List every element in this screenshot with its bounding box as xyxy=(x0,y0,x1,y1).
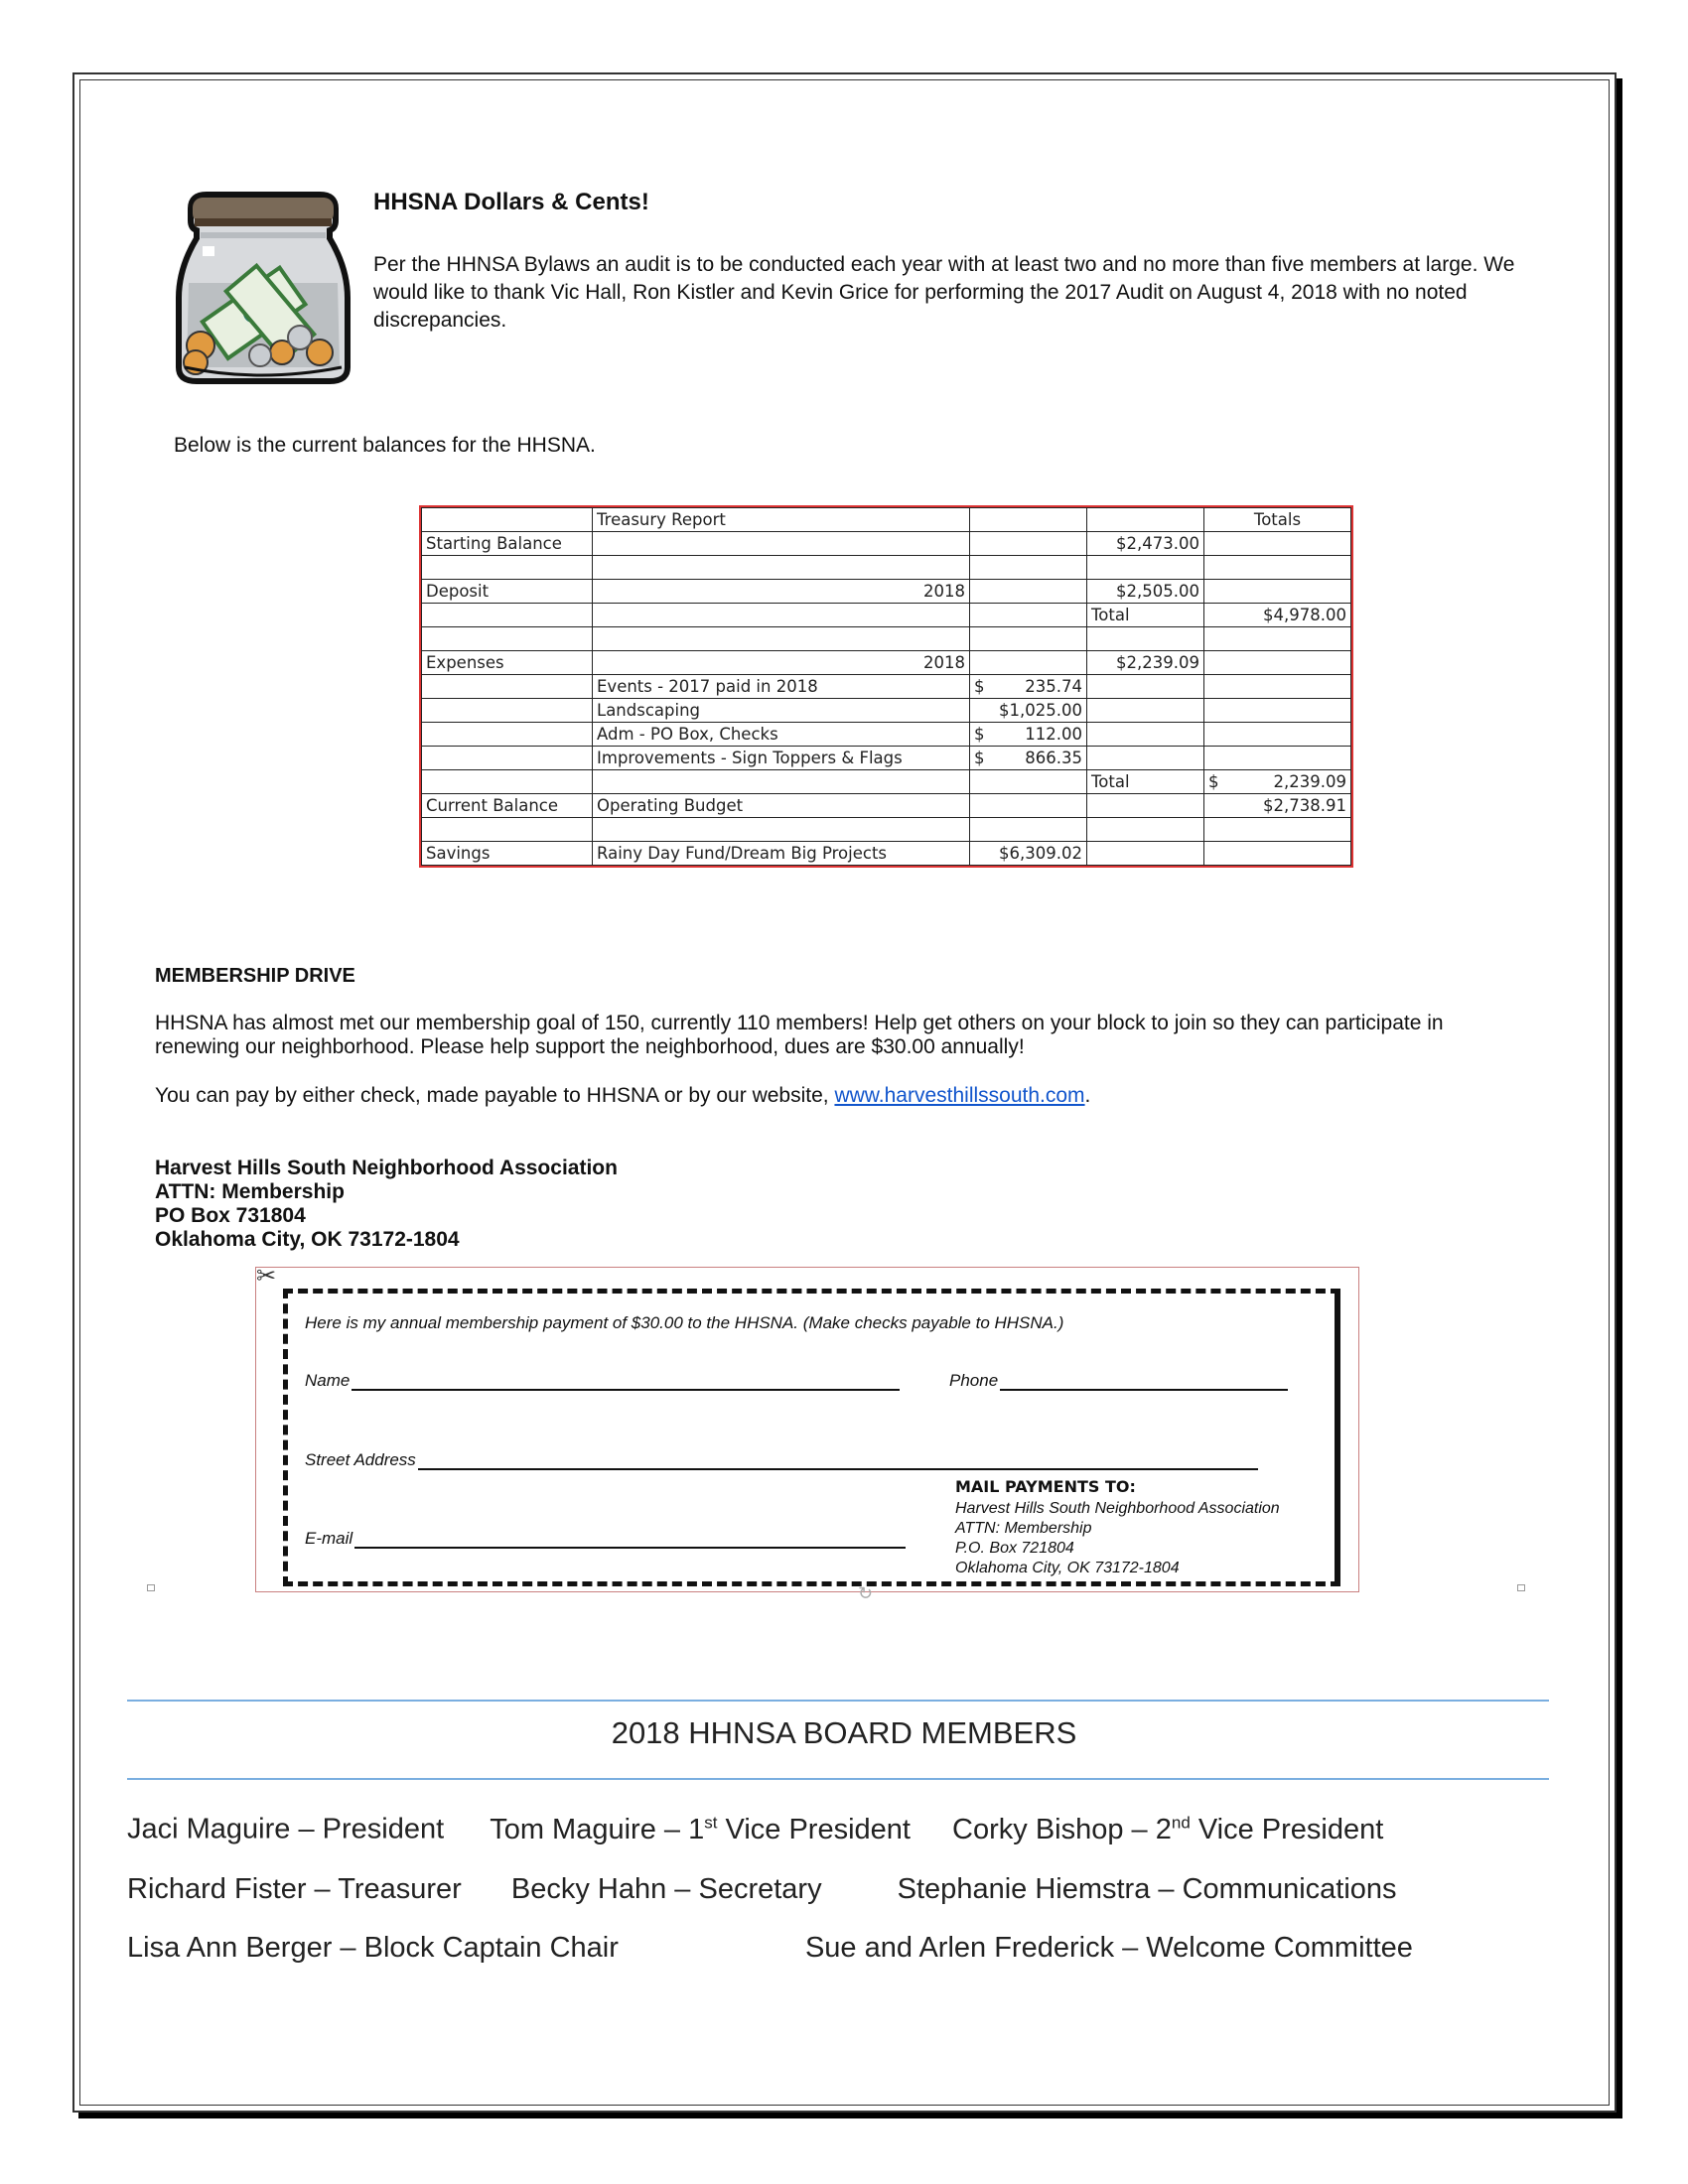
table-cell: Operating Budget xyxy=(593,794,970,818)
table-cell: Starting Balance xyxy=(422,532,593,556)
street-address-label: Street Address xyxy=(305,1450,416,1469)
section-title: HHSNA Dollars & Cents! xyxy=(373,189,649,215)
table-row xyxy=(422,627,1351,651)
board-member: Sue and Arlen Frederick – Welcome Committee xyxy=(804,1932,1413,1964)
name-field[interactable] xyxy=(305,1371,900,1391)
table-cell xyxy=(1204,699,1351,723)
table-cell xyxy=(1087,794,1204,818)
table-cell: Adm - PO Box, Checks xyxy=(593,723,970,747)
table-cell xyxy=(593,532,970,556)
table-cell xyxy=(1204,842,1351,866)
table-cell xyxy=(970,627,1087,651)
table-cell xyxy=(1087,699,1204,723)
table-cell: Totals xyxy=(1204,508,1351,532)
board-row xyxy=(127,1813,1383,1846)
table-cell xyxy=(1087,675,1204,699)
address-line: ATTN: Membership xyxy=(155,1180,345,1203)
table-cell: 2018 xyxy=(593,580,970,604)
payment-suffix: . xyxy=(1084,1084,1091,1107)
mail-line: Harvest Hills South Neighborhood Association xyxy=(955,1500,1280,1517)
money-jar-icon xyxy=(171,189,354,385)
board-member: Stephanie Hiemstra – Communications xyxy=(897,1873,1397,1905)
address-line: Oklahoma City, OK 73172-1804 xyxy=(155,1228,460,1251)
table-cell xyxy=(1087,818,1204,842)
table-cell xyxy=(970,770,1087,794)
table-cell: Total xyxy=(1087,604,1204,627)
table-cell xyxy=(1204,747,1351,770)
divider-line xyxy=(127,1700,1549,1702)
coupon-dashed-frame xyxy=(283,1289,1340,1603)
mail-line: Oklahoma City, OK 73172-1804 xyxy=(955,1560,1180,1576)
street-address-input-line[interactable] xyxy=(418,1450,1258,1470)
table-cell: Deposit xyxy=(422,580,593,604)
table-row xyxy=(422,508,1351,532)
table-row xyxy=(422,747,1351,770)
member-name: Corky Bishop – 2 xyxy=(952,1813,1172,1845)
audit-paragraph: Per the HHNSA Bylaws an audit is to be conducted each year with at least two and no more than five members at large. We would like to thank Vic Hall, Ron Kistler and Kevin Grice for performing the 2017 Audit on August 4, 2018 with no noted discrepancies. xyxy=(373,253,1515,332)
membership-heading: MEMBERSHIP DRIVE xyxy=(155,965,355,987)
resize-handle[interactable] xyxy=(147,1584,155,1591)
table-row xyxy=(422,794,1351,818)
table-cell: $ 112.00 xyxy=(970,723,1087,747)
table-cell xyxy=(970,604,1087,627)
table-cell xyxy=(1087,842,1204,866)
name-label: Name xyxy=(305,1371,351,1390)
address-line: Harvest Hills South Neighborhood Association xyxy=(155,1157,618,1179)
table-cell: Savings xyxy=(422,842,593,866)
table-cell: Rainy Day Fund/Dream Big Projects xyxy=(593,842,970,866)
table-cell xyxy=(1087,556,1204,580)
email-input-line[interactable] xyxy=(354,1529,906,1549)
table-cell: $1,025.00 xyxy=(970,699,1087,723)
table-cell xyxy=(422,747,593,770)
table-cell xyxy=(422,627,593,651)
table-cell: Expenses xyxy=(422,651,593,675)
mail-payments-heading: MAIL PAYMENTS TO: xyxy=(955,1477,1136,1496)
table-row xyxy=(422,580,1351,604)
payment-paragraph xyxy=(155,1084,1090,1108)
table-cell: $2,473.00 xyxy=(1087,532,1204,556)
table-cell xyxy=(1204,580,1351,604)
board-member: Lisa Ann Berger – Block Captain Chair xyxy=(127,1932,619,1964)
member-role: Vice President xyxy=(717,1813,911,1845)
email-field[interactable] xyxy=(305,1529,906,1549)
board-member: Jaci Maguire – President xyxy=(127,1813,445,1845)
treasury-report-table xyxy=(419,505,1353,868)
table-row xyxy=(422,723,1351,747)
phone-input-line[interactable] xyxy=(1000,1371,1288,1391)
table-cell: $2,738.91 xyxy=(1204,794,1351,818)
resize-handle[interactable] xyxy=(1517,1584,1525,1591)
table-row xyxy=(422,770,1351,794)
scissors-icon: ✂ xyxy=(256,1263,277,1290)
table-cell: Treasury Report xyxy=(593,508,970,532)
table-cell xyxy=(970,818,1087,842)
payment-text: You can pay by either check, made payable to HHSNA or by our website, xyxy=(155,1084,835,1107)
table-cell xyxy=(422,508,593,532)
table-cell xyxy=(970,794,1087,818)
table-cell xyxy=(1204,818,1351,842)
table-cell xyxy=(1087,747,1204,770)
table-cell: Current Balance xyxy=(422,794,593,818)
ordinal-suffix: st xyxy=(704,1813,718,1832)
table-row xyxy=(422,604,1351,627)
phone-field[interactable] xyxy=(949,1371,1288,1391)
balances-lead-text: Below is the current balances for the HHSNA. xyxy=(174,434,596,457)
table-cell xyxy=(1087,508,1204,532)
table-cell: $2,239.09 xyxy=(1087,651,1204,675)
mail-payments-address xyxy=(955,1499,1280,1578)
divider-line xyxy=(127,1778,1549,1780)
table-cell xyxy=(422,723,593,747)
membership-paragraph: HHSNA has almost met our membership goal of 150, currently 110 members! Help get others on your block to join so they can participate in renewing our neighborhood. Please help support the neighborhood, dues are $30.00 annually! xyxy=(155,1012,1444,1058)
table-cell: Improvements - Sign Toppers & Flags xyxy=(593,747,970,770)
table-cell xyxy=(1204,723,1351,747)
mail-line: ATTN: Membership xyxy=(955,1520,1092,1537)
address-line: PO Box 731804 xyxy=(155,1204,306,1227)
name-input-line[interactable] xyxy=(352,1371,900,1391)
table-cell xyxy=(1204,556,1351,580)
table-cell xyxy=(970,580,1087,604)
table-cell xyxy=(593,770,970,794)
table-cell xyxy=(1087,627,1204,651)
table-cell: Events - 2017 paid in 2018 xyxy=(593,675,970,699)
phone-label: Phone xyxy=(949,1371,999,1390)
table-cell xyxy=(593,627,970,651)
table-cell: Total xyxy=(1087,770,1204,794)
coupon-frame-edge xyxy=(1335,1289,1340,1586)
table-row xyxy=(422,675,1351,699)
table-cell xyxy=(422,818,593,842)
table-row xyxy=(422,818,1351,842)
membership-coupon xyxy=(255,1263,1359,1603)
board-member: Richard Fister – Treasurer xyxy=(127,1873,462,1905)
board-member xyxy=(952,1814,1383,1845)
coupon-intro: Here is my annual membership payment of $30.00 to the HHSNA. (Make checks payable to HHSNA.) xyxy=(305,1313,1064,1332)
ordinal-suffix: nd xyxy=(1171,1813,1191,1832)
board-member: Becky Hahn – Secretary xyxy=(510,1873,822,1905)
table-cell xyxy=(1204,532,1351,556)
table-cell xyxy=(970,651,1087,675)
email-label: E-mail xyxy=(305,1529,353,1548)
table-cell xyxy=(422,604,593,627)
member-role: Vice President xyxy=(1190,1813,1384,1845)
board-member xyxy=(490,1814,911,1845)
table-cell: $4,978.00 xyxy=(1204,604,1351,627)
table-cell xyxy=(593,818,970,842)
table-row xyxy=(422,556,1351,580)
table-cell xyxy=(422,699,593,723)
board-title: 2018 HHNSA BOARD MEMBERS xyxy=(611,1715,1077,1750)
table-row xyxy=(422,842,1351,866)
table-cell xyxy=(422,770,593,794)
table-cell: $ 866.35 xyxy=(970,747,1087,770)
table-cell xyxy=(1087,723,1204,747)
table-cell: 2018 xyxy=(593,651,970,675)
table-cell: $6,309.02 xyxy=(970,842,1087,866)
table-cell: $ 2,239.09 xyxy=(1204,770,1351,794)
board-row xyxy=(127,1932,1413,1965)
table-cell xyxy=(422,556,593,580)
table-cell xyxy=(593,604,970,627)
street-address-field[interactable] xyxy=(305,1450,1258,1470)
member-name: Tom Maguire – 1 xyxy=(490,1813,705,1845)
table-row xyxy=(422,651,1351,675)
board-row xyxy=(127,1873,1397,1906)
table-cell xyxy=(1204,675,1351,699)
table-cell: $2,505.00 xyxy=(1087,580,1204,604)
website-link[interactable]: www.harvesthillssouth.com xyxy=(834,1084,1085,1107)
table-cell xyxy=(1204,627,1351,651)
mailing-address xyxy=(155,1157,618,1252)
table-row xyxy=(422,532,1351,556)
table-cell xyxy=(422,675,593,699)
table-cell xyxy=(970,508,1087,532)
table-cell: $ 235.74 xyxy=(970,675,1087,699)
table-cell xyxy=(1204,651,1351,675)
table-cell xyxy=(970,532,1087,556)
rotate-handle-icon[interactable]: ↻ xyxy=(858,1583,874,1603)
table-cell xyxy=(593,556,970,580)
table-cell: Landscaping xyxy=(593,699,970,723)
mail-line: P.O. Box 721804 xyxy=(955,1540,1074,1557)
table-cell xyxy=(970,556,1087,580)
table-row xyxy=(422,699,1351,723)
